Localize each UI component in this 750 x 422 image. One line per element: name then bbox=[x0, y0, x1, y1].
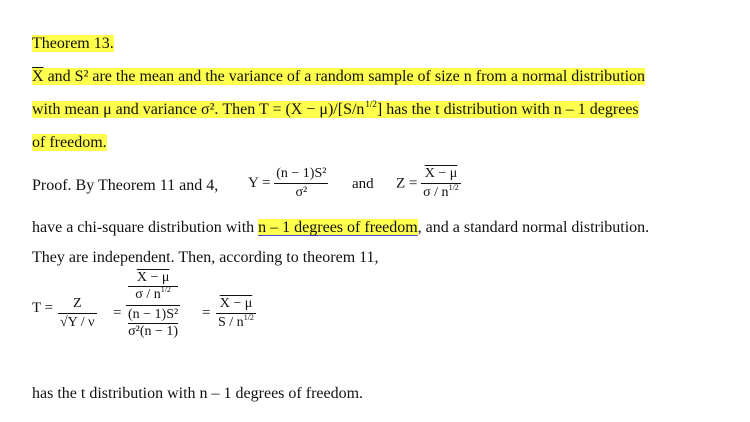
and-word: and bbox=[352, 176, 374, 192]
theorem-line-1: $\overline{X}$ and S² are the mean and the variance of a random sample of size n from a normal distribution bbox=[32, 68, 646, 85]
theorem-formula: $T = (X - \mu)/[S/n^{1/2}]$ bbox=[258, 99, 383, 118]
proof-intro: Proof. By Theorem 11 and 4, bbox=[32, 177, 219, 194]
t-fraction: $\frac{Z}{√Y / \nu}$ bbox=[60, 296, 95, 330]
z-definition: Z = $\frac{X - \mu}{\sigma / n^{1/2}}$ bbox=[396, 166, 459, 200]
theorem-line-3: of freedom. bbox=[32, 134, 107, 151]
t-lhs: T = bbox=[32, 300, 54, 316]
theorem-title: Theorem 13. bbox=[32, 35, 114, 52]
equals-2: = bbox=[202, 305, 211, 321]
equals-1: = bbox=[113, 305, 122, 321]
degrees-of-freedom-highlight: n – 1 degrees of freedom bbox=[258, 219, 418, 236]
y-definition: Y = $\frac{\text{(n − 1)S²}}{\text{σ²}}$ bbox=[248, 166, 327, 200]
theorem-line-2: with mean μ and variance σ². Then $T = (X - \mu)/[S/n^{1/2}]$ has the t distribution with n – 1 degrees bbox=[32, 99, 639, 118]
proof-line-a: have a chi-square distribution with n – 1 degrees of freedom, and a standard normal distribution. bbox=[32, 219, 650, 236]
t-simplified-fraction: $\frac{X - \mu}{S / n^{1/2}}$ bbox=[218, 296, 254, 330]
proof-line-b: They are independent. Then, according to theorem 11, bbox=[32, 249, 379, 266]
t-compound-fraction: X − μ σ / $n^{1/2}$ (n − 1)S² σ²(n − 1) bbox=[128, 270, 179, 339]
proof-conclusion: has the t distribution with n – 1 degrees of freedom. bbox=[32, 385, 364, 402]
